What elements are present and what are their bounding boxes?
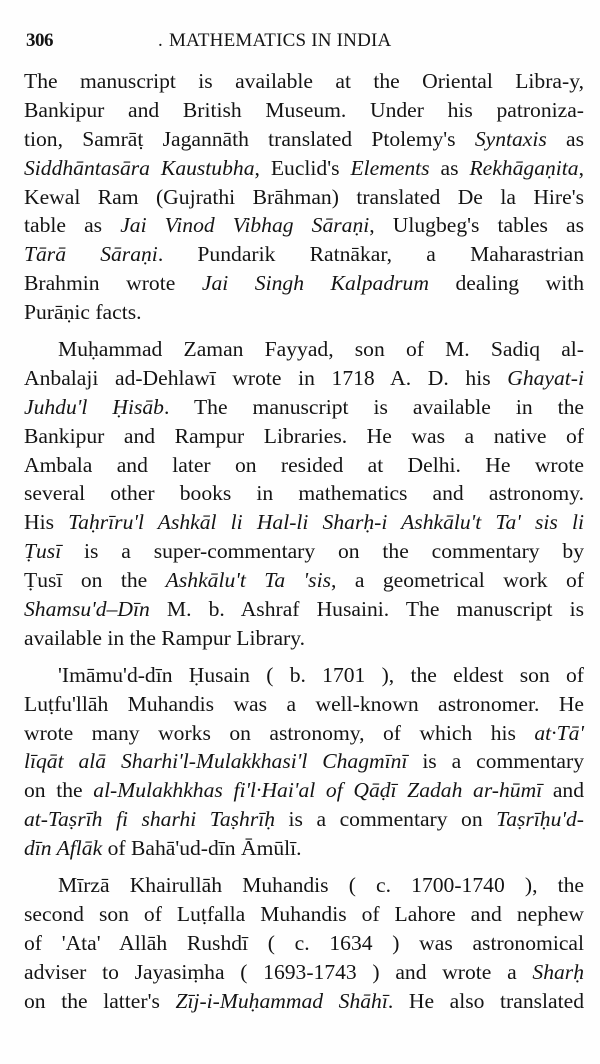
italic-title: Ghayat-i [507,365,584,390]
text-run: Ambala and later on resided at Delhi. He wrote [24,452,584,477]
text-run: Anbalaji ad-Dehlawī wrote in 1718 A. D. his [24,365,508,390]
paragraph-gap [24,327,584,335]
italic-title: Taṣrīḥu'd- [496,807,585,832]
text-line [24,422,584,451]
text-line [24,451,584,480]
text-run: , [578,155,584,180]
text-run: Kewal Ram (Gujrathi Brāhman) translated De la Hire's [24,184,584,209]
text-run: table as [24,213,121,238]
text-run: is a commentary [407,749,585,774]
paragraph [24,871,584,1015]
italic-title: at·Tā' [534,720,584,745]
text-run: Purāṇic facts. [24,300,142,325]
text-line [24,929,584,958]
text-line [24,661,584,690]
text-run: M. b. Ashraf Husaini. The manuscript is [149,597,584,622]
italic-title: līqāt alā Sharhi'l-Mulakkhasi'l Chagmīnī [24,749,408,774]
text-run: 'Imāmu'd-dīn Ḥusain ( b. 1701 ), the eldest son of [58,662,584,687]
paragraph-gap [24,863,584,871]
paragraph-gap [24,653,584,661]
text-line [24,479,584,508]
text-line [24,719,584,748]
text-run: Bankipur and Rampur Libraries. He was a native of [24,423,584,448]
italic-title: Zīj-i-Muḥammad Shāhī [175,988,388,1013]
text-run: tion, Samrāṭ Jagannāth translated Ptolemy's [24,126,475,151]
text-line [24,269,584,298]
text-run: as [429,155,470,180]
text-line [24,508,584,537]
text-run: adviser to Jayasiṃha ( 1693-1743 ) and wrote a [24,959,533,984]
text-line [24,747,584,776]
text-run: , a geometrical work of [330,568,584,593]
text-run: His [24,510,69,535]
text-run: , Euclid's [254,155,351,180]
text-line [24,566,584,595]
text-line [24,690,584,719]
text-line [24,805,584,834]
text-line [24,335,584,364]
text-line [24,154,584,183]
text-run: . He also translated [387,988,584,1013]
text-run: second son of Luṭfalla Muhandis of Lahore and nephew [24,901,584,926]
text-run: Muḥammad Zaman Fayyad, son of M. Sadiq al- [58,337,584,362]
text-run: wrote many works on astronomy, of which his [24,720,535,745]
italic-title: Juhdu'l Ḥisāb [24,394,164,419]
text-run: Luṭfu'llāh Muhandis was a well-known astronomer. He [24,691,584,716]
text-line [24,958,584,987]
text-run: . Pundarik Ratnākar, a Maharastrian [157,242,584,267]
text-run: . The manuscript is available in the [163,394,584,419]
text-line [24,900,584,929]
italic-title: al-Mulakhkhas fi'l·Hai'al of Qāḍī Zadah ar-hūmī [93,778,543,803]
text-line [24,624,584,653]
page-number: 306 [26,30,53,51]
text-run: on the latter's [24,988,176,1013]
text-run: Mīrzā Khairullāh Muhandis ( c. 1700-1740 ), the [58,873,584,898]
italic-title: Siddhāntasāra Kaustubha [24,155,255,180]
italic-title: Elements [350,155,430,180]
text-run: as [546,126,584,151]
text-run: , Ulugbeg's tables as [369,213,585,238]
italic-title: Syntaxis [474,126,547,151]
text-run: Bankipur and British Museum. Under his patroniza- [24,97,584,122]
italic-title: dīn Aflāk [24,836,103,861]
text-line [24,67,584,96]
italic-title: Taḥrīru'l Ashkāl li Hal-li Sharḥ-i Ashkālu't Ta' sis li [68,510,584,535]
text-run: and [542,778,584,803]
text-line [24,183,584,212]
text-run: The manuscript is available at the Oriental Libra-y, [24,69,584,93]
text-line [24,211,584,240]
italic-title: Shamsu'd–Dīn [24,597,150,622]
text-run: on the [24,778,94,803]
text-run: of 'Ata' Allāh Rushdī ( c. 1634 ) was astronomical [24,930,584,955]
text-line [24,96,584,125]
text-line [24,298,584,327]
text-run: of Bahā'ud-dīn Āmūlī. [102,836,302,861]
text-line [24,595,584,624]
body-text [24,67,584,1016]
italic-title: Rekhāgaṇita [469,155,579,180]
text-line [24,834,584,863]
running-head [26,28,586,54]
text-line [24,776,584,805]
text-line [24,240,584,269]
text-run: available in the Rampur Library. [24,625,306,650]
text-line [24,125,584,154]
italic-title: at-Taṣrīh fi sharhi Taṣhrīḥ [24,807,276,832]
italic-title: Sharḥ [532,959,584,984]
paragraph [24,335,584,653]
text-run: several other books in mathematics and astronomy. [24,481,584,506]
running-title [158,28,391,54]
italic-title: Jai Singh Kalpadrum [201,271,429,296]
paragraph [24,67,584,327]
italic-title: Tārā Sāraṇi [24,242,158,267]
text-line [24,393,584,422]
text-run: is a commentary on [275,807,497,832]
text-line [24,364,584,393]
italic-title: Ashkālu't Ta 'sis [165,568,331,593]
text-line [24,987,584,1016]
text-run: is a super-commentary on the commentary by [61,539,584,564]
italic-title: Ṭusī [24,539,62,564]
italic-title: Jai Vinod Vibhag Sāraṇi [120,213,370,238]
text-run: Brahmin wrote [24,271,202,296]
running-title-text: MATHEMATICS IN INDIA [168,30,392,51]
paragraph [24,661,584,863]
text-run: dealing with [428,271,585,296]
text-line [24,537,584,566]
text-run: Ṭusī on the [24,568,166,593]
text-line [24,871,584,900]
header-dot: . [158,30,163,51]
